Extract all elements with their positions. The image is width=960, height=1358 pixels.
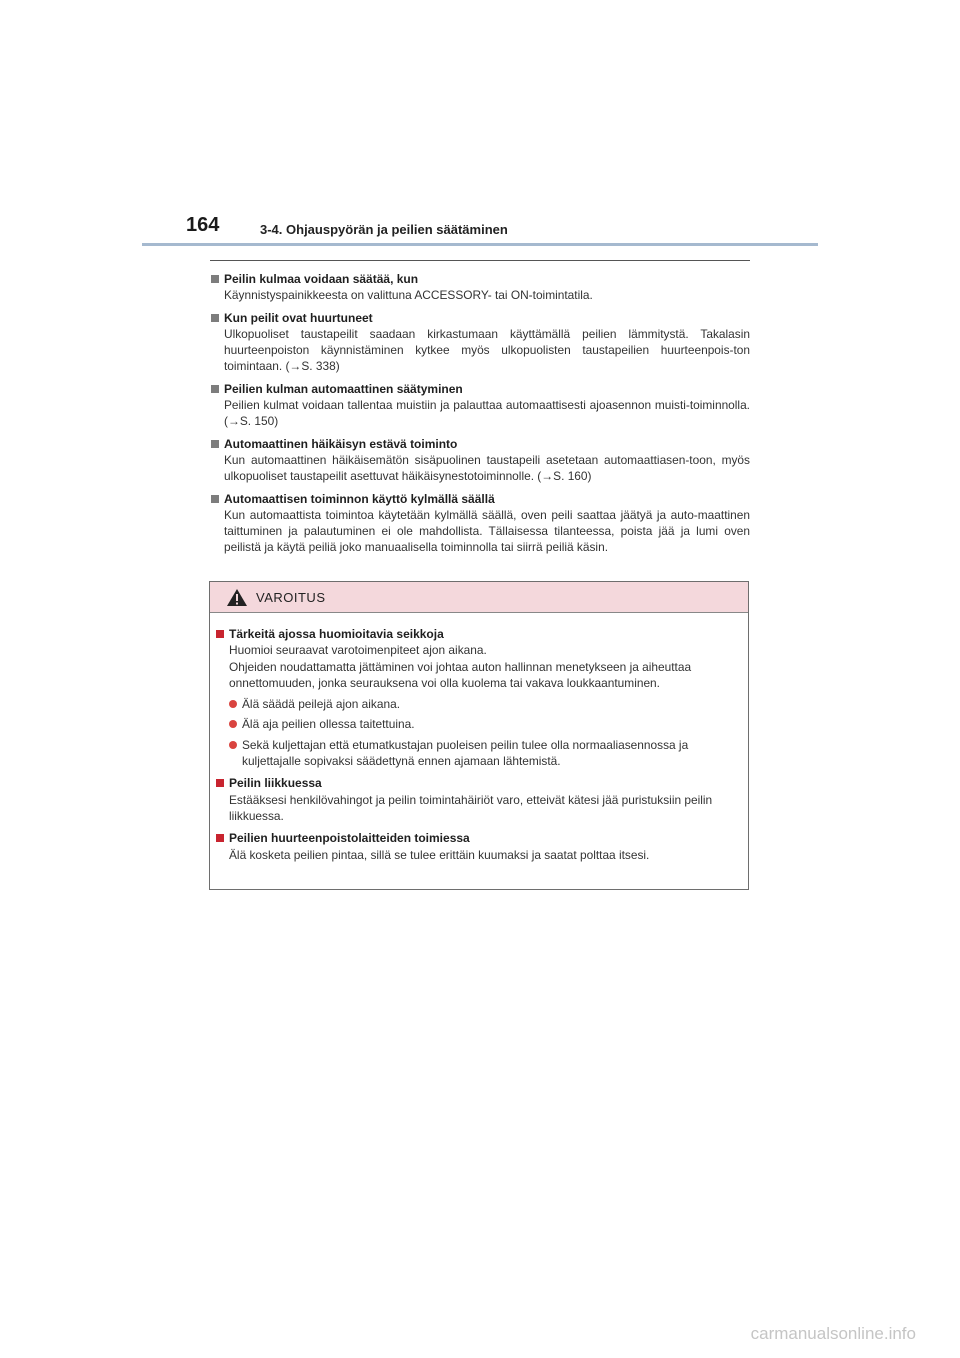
note-mirror-angle bbox=[210, 270, 750, 303]
round-bullet-icon bbox=[229, 720, 237, 728]
watermark: carmanualsonline.info bbox=[750, 1324, 916, 1343]
chapter-title: 3-4. Ohjauspyörän ja peilien säätäminen bbox=[260, 222, 508, 237]
square-bullet-icon bbox=[211, 314, 219, 322]
warning-box bbox=[209, 581, 749, 890]
page-number: 164 bbox=[186, 214, 220, 236]
note-fogged-mirrors bbox=[210, 309, 750, 374]
header-rule bbox=[142, 243, 818, 246]
warning-item-moving-mirror bbox=[216, 775, 742, 825]
note-title: Automaattinen häikäisyn estävä toiminto bbox=[224, 436, 458, 451]
square-bullet-icon bbox=[211, 495, 219, 503]
warning-item-defroster bbox=[216, 830, 742, 864]
note-title: Peilien kulman automaattinen säätyminen bbox=[224, 381, 463, 396]
note-title: Automaattisen toiminnon käyttö kylmällä säällä bbox=[224, 491, 495, 506]
page-header bbox=[142, 212, 818, 248]
note-body: Kun automaattinen häikäisemätön sisäpuolinen taustapeili asetetaan automaattiasen-toon, myös ulkopuoliset taustapeilit asettuvat häikäisynestotoiminnolle. (→S. 160) bbox=[224, 453, 750, 483]
round-bullet-icon bbox=[229, 741, 237, 749]
note-auto-angle bbox=[210, 380, 750, 429]
note-body: Kun automaattista toimintoa käytetään kylmällä säällä, oven peili saattaa jäätyä ja auto-maattinen taittuminen ja palautuminen ei ole mahdollista. Tällaisessa tilanteessa, poista jää ja lumi oven peilistä ja käytä peiliä joko manuaalisella toiminnolla tai siirrä peiliä käsin. bbox=[224, 508, 750, 554]
square-bullet-icon bbox=[216, 834, 224, 842]
note-cold-weather bbox=[210, 490, 750, 555]
warning-label: VAROITUS bbox=[256, 589, 326, 605]
note-body: Ulkopuoliset taustapeilit saadaan kirkastumaan käyttämällä peilien lämmitystä. Takalasin huurteenpoiston käynnistäminen kytkee myös ulkopuolisten taustapeilien huurteenpois-ton toimintaan. (→S. 338) bbox=[224, 327, 750, 373]
warning-content bbox=[210, 613, 748, 863]
note-title: Kun peilit ovat huurtuneet bbox=[224, 310, 373, 325]
content-divider bbox=[210, 260, 750, 261]
note-anti-glare bbox=[210, 435, 750, 484]
note-body: Peilien kulmat voidaan tallentaa muistiin ja palauttaa automaattisesti ajoasennon muisti-toiminnolla. (→S. 150) bbox=[224, 398, 750, 428]
square-bullet-icon bbox=[211, 275, 219, 283]
warning-item-title: Tärkeitä ajossa huomioitavia seikkoja bbox=[229, 626, 444, 641]
note-title: Peilin kulmaa voidaan säätää, kun bbox=[224, 271, 419, 286]
warning-item-body: Huomioi seuraavat varotoimenpiteet ajon aikana. Ohjeiden noudattamatta jättäminen voi johtaa auton hallinnan menetykseen ja aiheuttaa onnettomuuden, jonka seurauksena voi olla kuolema tai vakava loukkaantuminen. bbox=[229, 643, 692, 690]
warning-item-body: Älä kosketa peilien pintaa, sillä se tulee erittäin kuumaksi ja saatat polttaa itsesi. bbox=[229, 847, 650, 862]
square-bullet-icon bbox=[211, 385, 219, 393]
list-item: Sekä kuljettajan että etumatkustajan puoleisen peilin tulee olla normaaliasennossa ja kuljettajalle sopivaksi säädettynä ennen ajamaan lähtemistä. bbox=[229, 737, 742, 770]
square-bullet-icon bbox=[216, 779, 224, 787]
round-bullet-icon bbox=[229, 700, 237, 708]
warning-item-driving bbox=[216, 625, 742, 770]
list-item: Älä aja peilien ollessa taitettuina. bbox=[229, 716, 742, 733]
notes-section bbox=[210, 270, 750, 561]
note-body: Käynnistyspainikkeesta on valittuna ACCESSORY- tai ON-toimintatila. bbox=[224, 288, 593, 302]
warning-item-body: Estääksesi henkilövahingot ja peilin toimintahäiriöt varo, etteivät kätesi jää puristuksiin peilin liikkuessa. bbox=[229, 792, 713, 823]
warning-triangle-icon bbox=[226, 588, 248, 607]
square-bullet-icon bbox=[216, 630, 224, 638]
warning-item-title: Peilien huurteenpoistolaitteiden toimiessa bbox=[229, 831, 470, 845]
warning-item-title: Peilin liikkuessa bbox=[229, 776, 322, 790]
list-item: Älä säädä peilejä ajon aikana. bbox=[229, 696, 742, 713]
square-bullet-icon bbox=[211, 440, 219, 448]
warning-header bbox=[210, 582, 748, 613]
